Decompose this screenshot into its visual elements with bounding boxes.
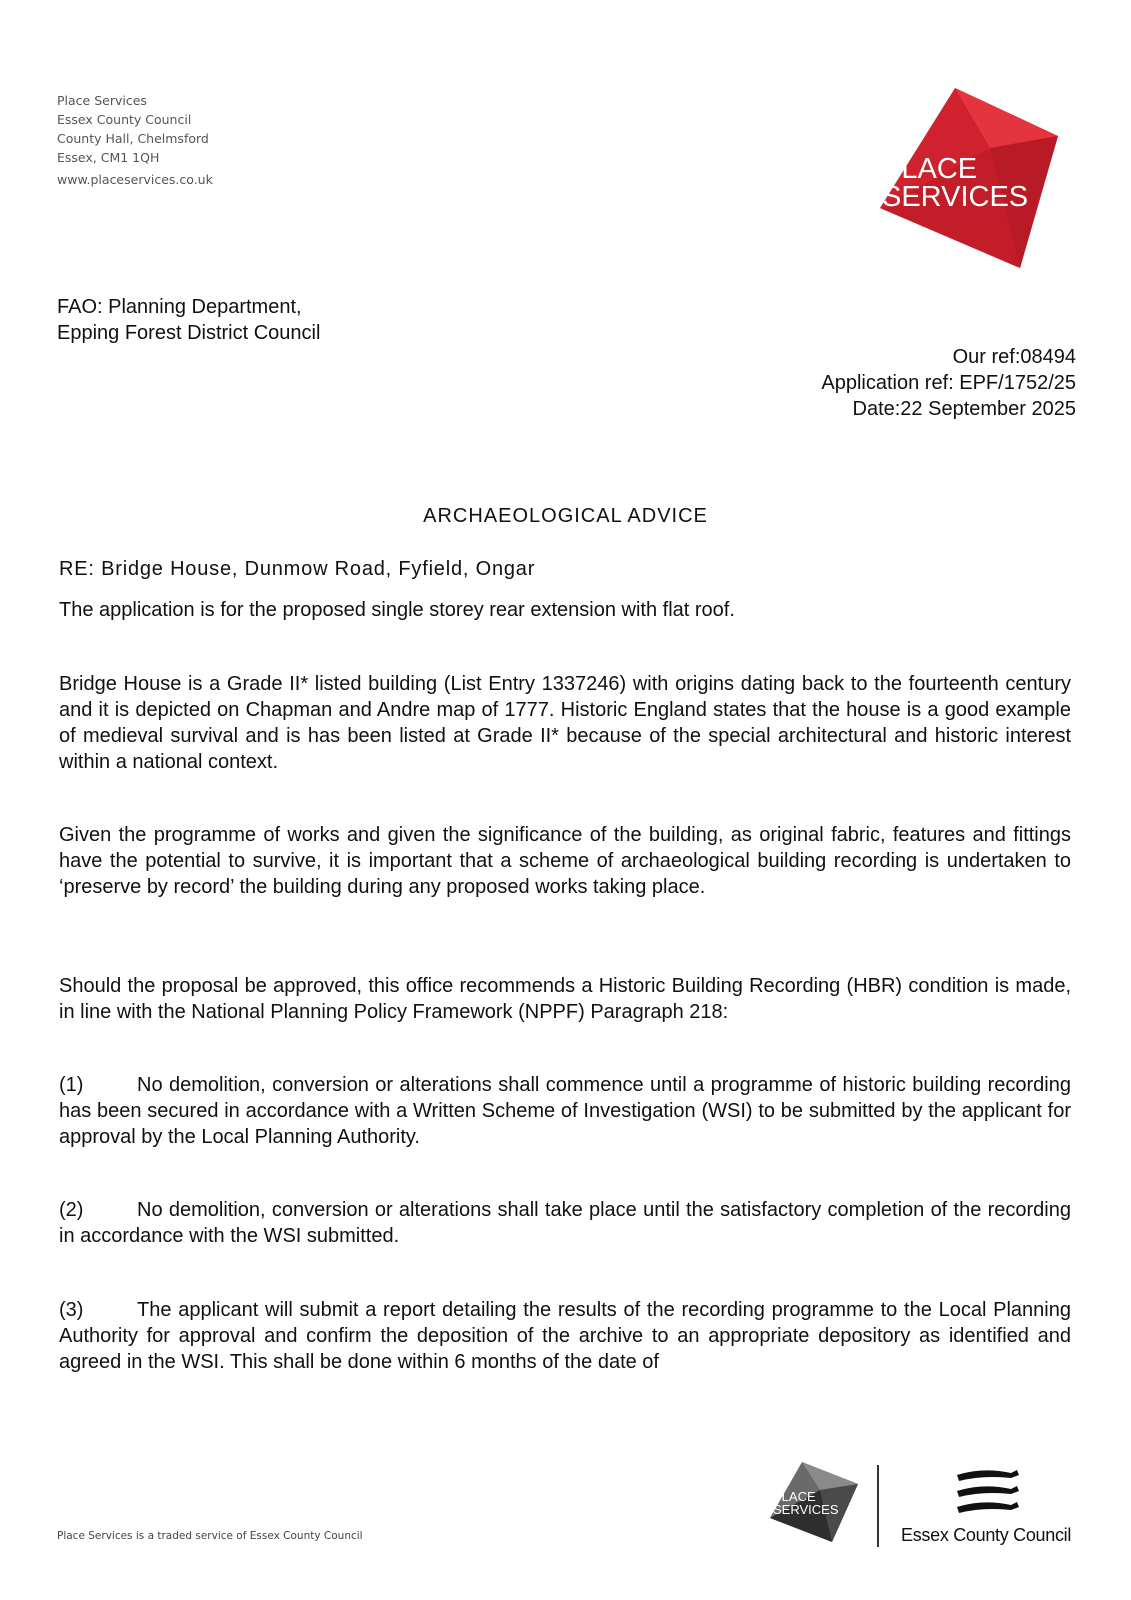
sender-address (57, 91, 213, 189)
sender-line: Essex, CM1 1QH (57, 150, 160, 165)
subject-line: RE: Bridge House, Dunmow Road, Fyfield, Ongar (59, 558, 536, 580)
logo-line-1: PLACE (882, 153, 978, 185)
footer-logo-line-1: PLACE (773, 1489, 816, 1504)
paragraph-recommendation: Should the proposal be approved, this office recommends a Historic Building Recording (HBR) condition is made, in line with the National Planning Policy Framework (NPPF) Paragraph 218: (59, 975, 1071, 1023)
footer-logo-line-2: SERVICES (773, 1502, 839, 1517)
recipient-line-1: FAO: Planning Department, (57, 296, 302, 318)
sender-line: Place Services (57, 93, 147, 108)
application-ref: Application ref: EPF/1752/25 (821, 372, 1076, 394)
condition-text: No demolition, conversion or alterations shall commence until a programme of historic building recording has been secured in accordance with a Written Scheme of Investigation (WSI) to be submitted by the applicant for approval by the Local Planning Authority. (59, 1074, 1071, 1148)
sender-line: Essex County Council (57, 112, 192, 127)
sender-website: www.placeservices.co.uk (57, 172, 213, 187)
condition-number: (2) (59, 1199, 84, 1221)
recipient-line-2: Epping Forest District Council (57, 322, 321, 344)
condition-3 (59, 1297, 1071, 1375)
footer-note: Place Services is a traded service of Essex County Council (57, 1530, 363, 1542)
place-services-logo (880, 88, 1080, 276)
paragraph-building-history: Bridge House is a Grade II* listed building (List Entry 1337246) with origins dating back to the fourteenth century and it is depicted on Chapman and Andre map of 1777. Historic England states that the house is a good example of medieval survival and is has been listed at Grade II* because of the special architectural and historic interest within a national context. (59, 673, 1071, 773)
reference-block (821, 344, 1076, 422)
letter-date: Date:22 September 2025 (852, 398, 1076, 420)
condition-text: No demolition, conversion or alterations shall take place until the satisfactory completion of the recording in accordance with the WSI submitted. (59, 1199, 1071, 1247)
essex-county-council-wordmark: Essex County Council (901, 1525, 1072, 1545)
place-services-footer-logo (770, 1462, 858, 1544)
condition-text: The applicant will submit a report detailing the results of the recording programme to the Local Planning Authority for approval and confirm the deposition of the archive to an appropriate depository as identified and agreed in the WSI. This shall be done within 6 months of the date of (59, 1299, 1071, 1373)
condition-number: (1) (59, 1074, 84, 1096)
essex-seaxes-icon (953, 1465, 1023, 1519)
condition-number: (3) (59, 1299, 84, 1321)
logo-line-2: SERVICES (882, 181, 1029, 213)
document-heading: ARCHAEOLOGICAL ADVICE (423, 505, 708, 527)
our-ref: Our ref:08494 (952, 346, 1076, 368)
footer-divider (877, 1465, 879, 1547)
recipient-block (57, 294, 320, 346)
sender-line: County Hall, Chelmsford (57, 131, 209, 146)
condition-2 (59, 1197, 1071, 1249)
paragraph-recording-need: Given the programme of works and given the significance of the building, as original fabric, features and fittings have the potential to survive, it is important that a scheme of archaeological building recording is undertaken to ‘preserve by record’ the building during any proposed works taking place. (59, 824, 1071, 898)
paragraph-application: The application is for the proposed single storey rear extension with flat roof. (59, 599, 735, 621)
condition-1 (59, 1072, 1071, 1150)
